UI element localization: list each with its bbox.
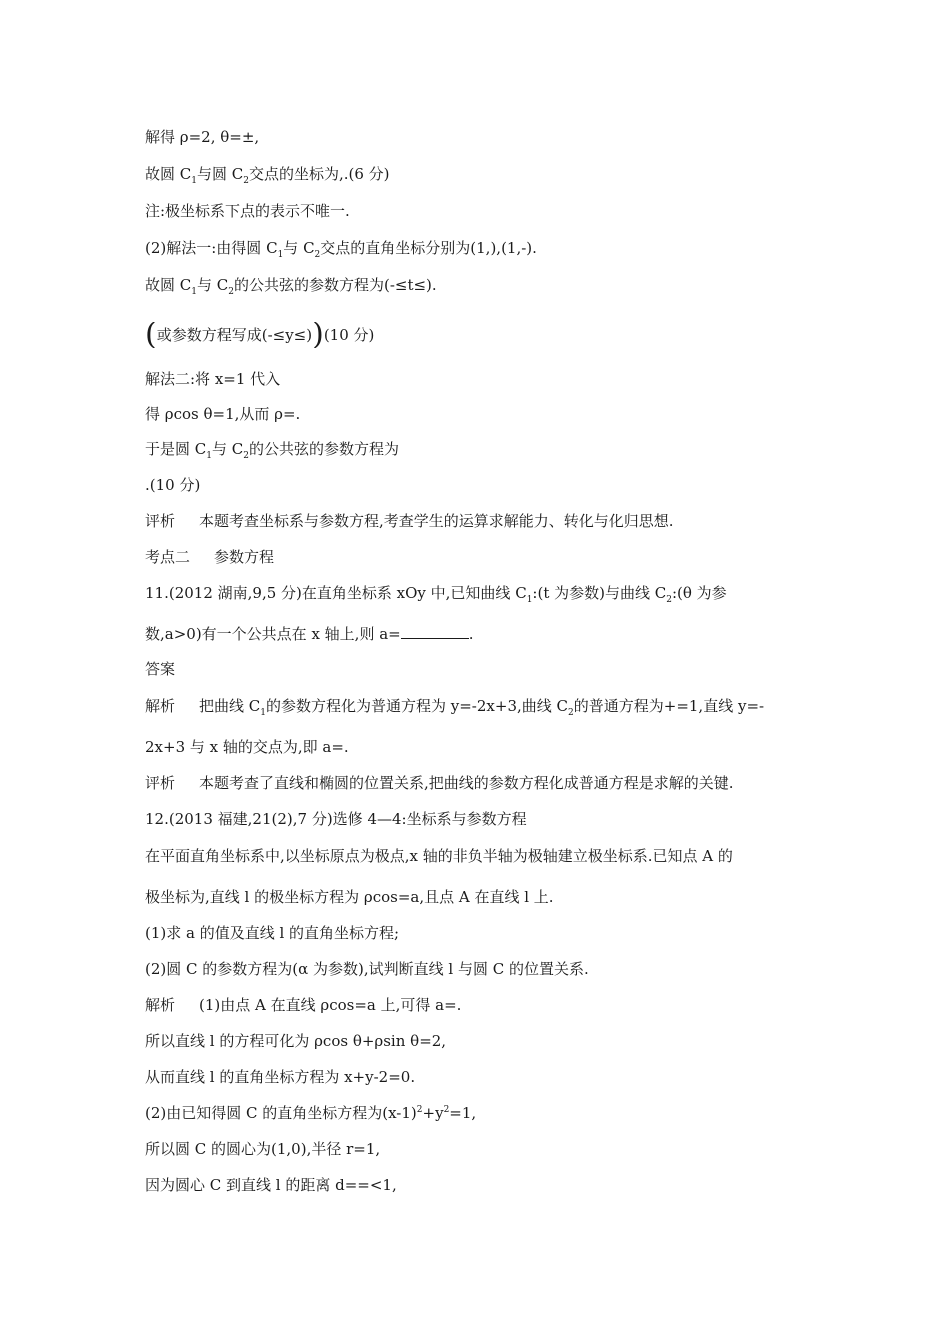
text-line — [145, 1139, 815, 1159]
large-paren-right: ) — [312, 322, 324, 348]
text: 与圆 C — [196, 165, 244, 183]
text: 11.(2012 湖南,9,5 分)在直角坐标系 xOy 中,已知曲线 C — [145, 584, 527, 602]
text: 与 C — [283, 239, 315, 257]
label: 考点二 — [145, 548, 191, 566]
superscript: 2 — [443, 1105, 450, 1115]
subscript: 1 — [277, 250, 284, 258]
text: 故圆 C — [145, 165, 192, 183]
label: 评析 — [145, 774, 176, 792]
text: .(10 分) — [145, 476, 201, 494]
text-line — [145, 846, 815, 866]
text: (10 分) — [323, 326, 375, 344]
text-line — [145, 773, 815, 793]
text: 解得 ρ=2, θ=±, — [145, 128, 260, 146]
subscript: 1 — [191, 176, 197, 184]
text: 把曲线 C — [199, 697, 261, 715]
subscript: 1 — [191, 287, 197, 295]
text-line — [145, 995, 815, 1015]
text-line — [145, 1031, 815, 1051]
text: 参数方程 — [214, 548, 275, 566]
text-line — [145, 659, 815, 679]
text: 从而直线 l 的直角坐标方程为 x+y-2=0. — [145, 1068, 416, 1086]
subscript: 2 — [243, 176, 249, 184]
text-line — [145, 164, 815, 184]
text: 因为圆心 C 到直线 l 的距离 d==<1, — [145, 1176, 397, 1194]
subscript: 1 — [206, 451, 212, 459]
text-line — [145, 238, 815, 258]
text-line — [145, 404, 815, 424]
text-line — [145, 511, 815, 531]
text-line — [145, 696, 815, 716]
label: 答案 — [145, 660, 176, 678]
text: 于是圆 C — [145, 440, 207, 458]
text: :(t 为参数)与曲线 C — [532, 584, 667, 602]
text-line — [145, 369, 815, 389]
superscript: 2 — [416, 1105, 423, 1115]
label: 解析 — [145, 697, 176, 715]
text: 交点的坐标为,.(6 分) — [248, 165, 390, 183]
subscript: 2 — [666, 595, 672, 603]
answer-blank — [401, 624, 469, 639]
text: 或参数方程写成(-≤y≤) — [156, 326, 313, 344]
text: 的参数方程化为普通方程为 y=-2x+3,曲线 C — [266, 697, 569, 715]
text-line — [145, 624, 815, 644]
section-heading — [145, 547, 815, 567]
text: (2)圆 C 的参数方程为(α 为参数),试判断直线 l 与圆 C 的位置关系. — [145, 960, 589, 978]
text: 交点的直角坐标分别为(1,),(1,-). — [320, 239, 537, 257]
text-line — [145, 959, 815, 979]
text: 12.(2013 福建,21(2),7 分)选修 4—4:坐标系与参数方程 — [145, 810, 527, 828]
text: 极坐标为,直线 l 的极坐标方程为 ρcos=a,且点 A 在直线 l 上. — [145, 888, 554, 906]
text: =1, — [449, 1104, 477, 1122]
text-line — [145, 809, 815, 829]
subscript: 2 — [243, 451, 249, 459]
text: :(θ 为参 — [671, 584, 727, 602]
text: 所以圆 C 的圆心为(1,0),半径 r=1, — [145, 1140, 381, 1158]
text: 的公共弦的参数方程为 — [248, 440, 399, 458]
text: 与 C — [196, 276, 229, 294]
subscript: 1 — [526, 595, 533, 603]
large-paren-left: ( — [145, 322, 157, 348]
text-line — [145, 439, 815, 459]
text: 得 ρcos θ=1,从而 ρ=. — [145, 405, 301, 423]
text-line — [145, 1067, 815, 1087]
text-line — [145, 737, 815, 757]
subscript: 2 — [228, 287, 234, 295]
text-line — [145, 887, 815, 907]
subscript: 2 — [314, 250, 321, 258]
text: 所以直线 l 的方程可化为 ρcos θ+ρsin θ=2, — [145, 1032, 447, 1050]
text: 在平面直角坐标系中,以坐标原点为极点,x 轴的非负半轴为极轴建立极坐标系.已知点 A 的 — [145, 847, 733, 865]
text-line — [145, 923, 815, 943]
text: 本题考查坐标系与参数方程,考查学生的运算求解能力、转化与化归思想. — [199, 512, 674, 530]
text: (2)解法一:由得圆 C — [145, 239, 278, 257]
text: 本题考查了直线和椭圆的位置关系,把曲线的参数方程化成普通方程是求解的关键. — [199, 774, 734, 792]
text: 的普通方程为+=1,直线 y=- — [573, 697, 765, 715]
text: (2)由已知得圆 C 的直角坐标方程为(x-1) — [145, 1104, 417, 1122]
text: 解法二:将 x=1 代入 — [145, 370, 281, 388]
label: 解析 — [145, 996, 176, 1014]
text-line — [145, 1103, 815, 1123]
text: 故圆 C — [145, 276, 192, 294]
text-line — [145, 201, 815, 221]
text-line — [145, 475, 815, 495]
text-line — [145, 275, 815, 295]
subscript: 1 — [260, 708, 266, 716]
text: 数,a>0)有一个公共点在 x 轴上,则 a= — [145, 625, 401, 643]
text: 2x+3 与 x 轴的交点为,即 a=. — [145, 738, 349, 756]
text: 与 C — [211, 440, 244, 458]
text: (1)求 a 的值及直线 l 的直角坐标方程; — [145, 924, 400, 942]
text-line — [145, 1175, 815, 1195]
text: (1)由点 A 在直线 ρcos=a 上,可得 a=. — [199, 996, 462, 1014]
text: +y — [422, 1104, 444, 1122]
label: 评析 — [145, 512, 176, 530]
text: 注:极坐标系下点的表示不唯一. — [145, 202, 350, 220]
subscript: 2 — [568, 708, 574, 716]
text: . — [468, 625, 474, 643]
text-line — [145, 322, 815, 348]
text: 的公共弦的参数方程为(-≤t≤). — [233, 276, 437, 294]
text-line — [145, 583, 815, 603]
text-line — [145, 127, 815, 147]
